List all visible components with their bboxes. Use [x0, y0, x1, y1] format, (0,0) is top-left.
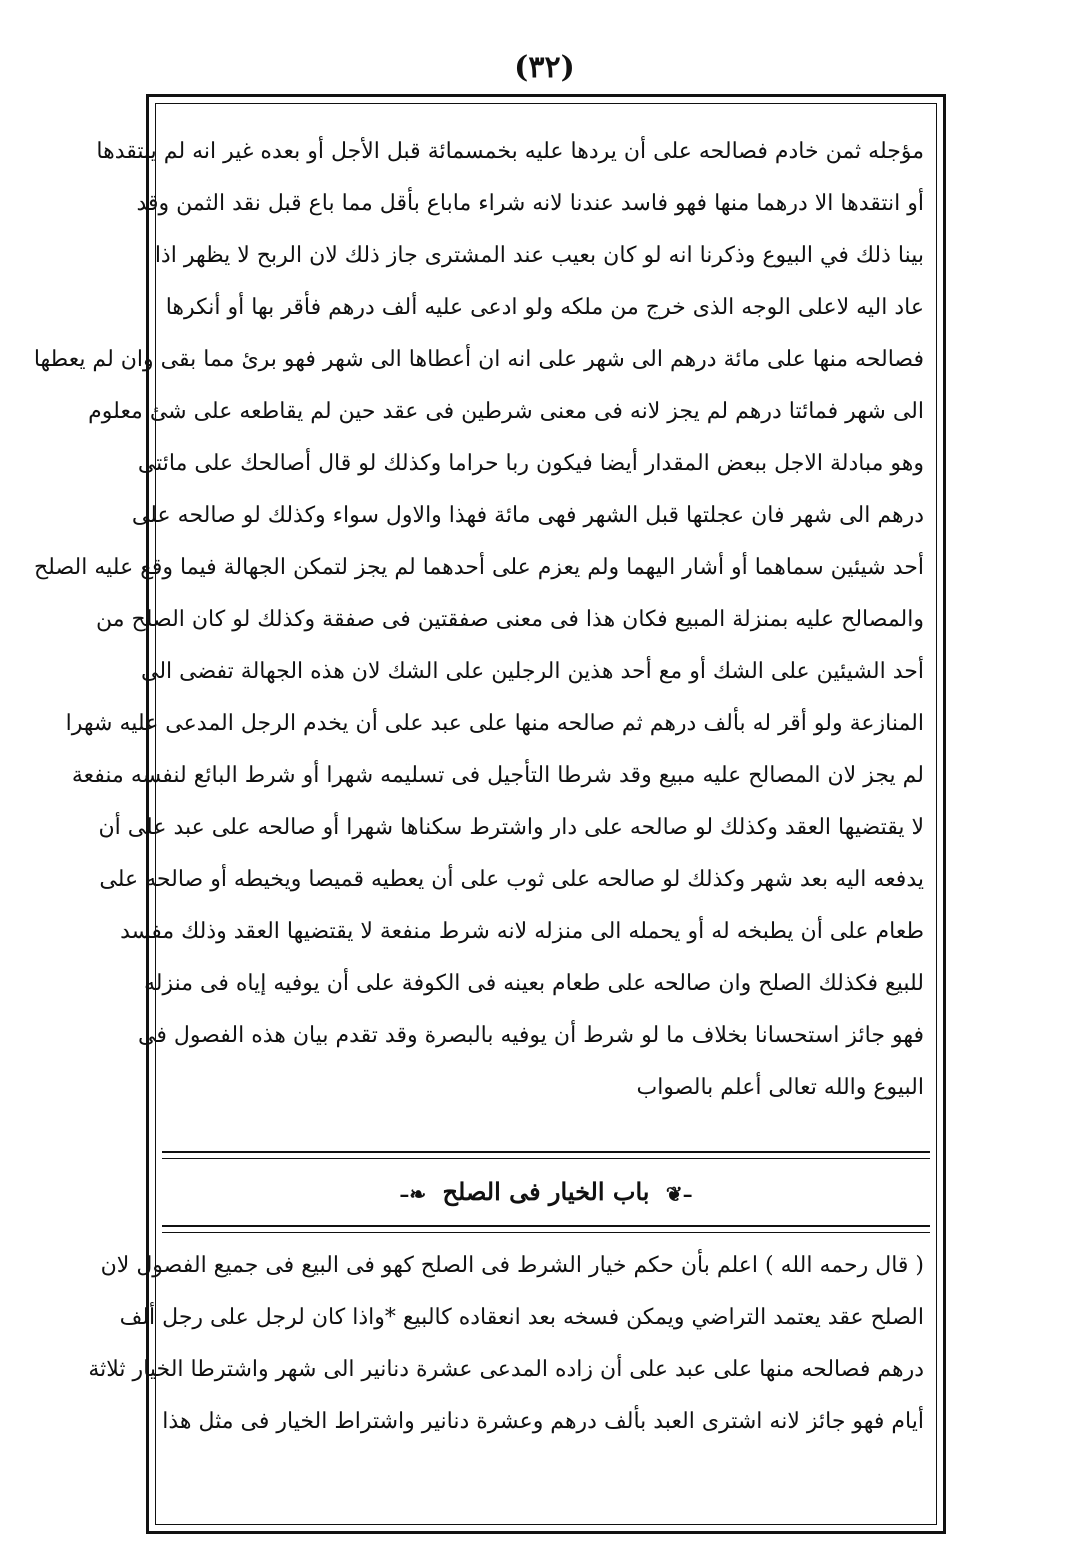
- text-line: أو انتقدها الا درهما منها فهو فاسد عندنا لانه شراء ماباع بأقل مما باع قبل نقد الثمن وقد: [136, 191, 924, 216]
- section-heading-title: باب الخيار فى الصلح: [442, 1177, 650, 1206]
- page-number: (٣٢): [514, 50, 575, 85]
- text-line: بينا ذلك في البيوع وذكرنا انه لو كان بعيب عند المشترى جاز ذلك لان الربح لا يظهر اذا: [154, 243, 924, 268]
- text-line: ( قال رحمه الله ) اعلم بأن حكم خيار الشرط فى الصلح كهو فى البيع فى جميع الفصول لان: [100, 1253, 924, 1278]
- text-line: فهو جائز استحسانا بخلاف ما لو شرط أن يوفيه بالبصرة وقد تقدم بيان هذه الفصول فى: [137, 1023, 924, 1048]
- ornament-left-icon: ❧–: [399, 1181, 427, 1206]
- main-text-block: [33, 126, 924, 1114]
- text-line: درهم الى شهر فان عجلتها قبل الشهر فهى مائة فهذا والاول سواء وكذلك لو صالحه على: [131, 503, 924, 528]
- text-line: وهو مبادلة الاجل ببعض المقدار أيضا فيكون ربا حراما وكذلك لو قال أصالحك على مائتى: [137, 451, 924, 476]
- section-divider-bottom: [162, 1225, 930, 1233]
- text-line: أحد الشيئين على الشك أو مع أحد هذين الرجلين على الشك لان هذه الجهالة تفضى الى: [140, 659, 924, 684]
- text-line: مؤجله ثمن خادم فصالحه على أن يردها عليه بخمسمائة قبل الأجل أو بعده غير انه لم ينتقدها: [96, 139, 924, 164]
- text-line: والمصالح عليه بمنزلة المبيع فكان هذا فى معنى صفقتين فى صفقة وكذلك لو كان الصلح من: [96, 607, 924, 632]
- text-line: الى شهر فمائتا درهم لم يجز لانه فى معنى شرطين فى عقد حين لم يقاطعه على شئ معلوم: [88, 399, 924, 424]
- text-line: الصلح عقد يعتمد التراضي ويمكن فسخه بعد انعقاده كالبيع *واذا كان لرجل على رجل ألف: [119, 1305, 924, 1330]
- text-line: لا يقتضيها العقد وكذلك لو صالحه على دار واشترط سكناها شهرا أو صالحه على عبد على أن: [98, 815, 924, 840]
- page-frame: [33, 94, 946, 1534]
- inner-frame: [33, 103, 937, 1525]
- text-line: أيام فهو جائز لانه اشترى العبد بألف درهم وعشرة دنانير واشتراط الخيار فى مثل هذا: [162, 1409, 924, 1434]
- text-line: فصالحه منها على مائة درهم الى شهر على انه ان أعطاها الى شهر فهو برئ مما بقى وان لم يعطها: [33, 347, 924, 372]
- text-line: درهم فصالحه منها على عبد على أن زاده المدعى عشرة دنانير الى شهر واشترطا الخيار ثلاثة: [88, 1357, 924, 1382]
- text-line: طعام على أن يطبخه له أو يحمله الى منزله لانه شرط منفعة لا يقتضيها العقد وذلك مفسد: [120, 919, 924, 944]
- text-line: يدفعه اليه بعد شهر وكذلك لو صالحه على ثوب على أن يعطيه قميصا ويخيطه أو صالحه على: [99, 867, 924, 892]
- text-line: أحد شيئين سماهما أو أشار اليهما ولم يعزم على أحدهما لم يجز لتمكن الجهالة فيما وقع عليه الصلح: [33, 555, 924, 580]
- ornament-right-icon: –❦: [665, 1181, 693, 1206]
- text-line: البيوع والله تعالى أعلم بالصواب: [636, 1075, 924, 1100]
- section-text-block: [88, 1240, 924, 1448]
- section-divider-top: [162, 1151, 930, 1159]
- text-line: عاد اليه لاعلى الوجه الذى خرج من ملكه ولو ادعى عليه ألف درهم فأقر بها أو أنكرها: [165, 295, 924, 320]
- text-line: للبيع فكذلك الصلح وان صالحه على طعام بعينه فى الكوفة على أن يوفيه إياه فى منزله: [143, 971, 924, 996]
- text-line: المنازعة ولو أقر له بألف درهم ثم صالحه منها على عبد على أن يخدم الرجل المدعى عليه شهرا: [65, 711, 924, 736]
- section-heading: [156, 1164, 936, 1220]
- text-line: لم يجز لان المصالح عليه مبيع وقد شرطا التأجيل فى تسليمه شهرا أو شرط البائع لنفسه منفعة: [71, 763, 924, 788]
